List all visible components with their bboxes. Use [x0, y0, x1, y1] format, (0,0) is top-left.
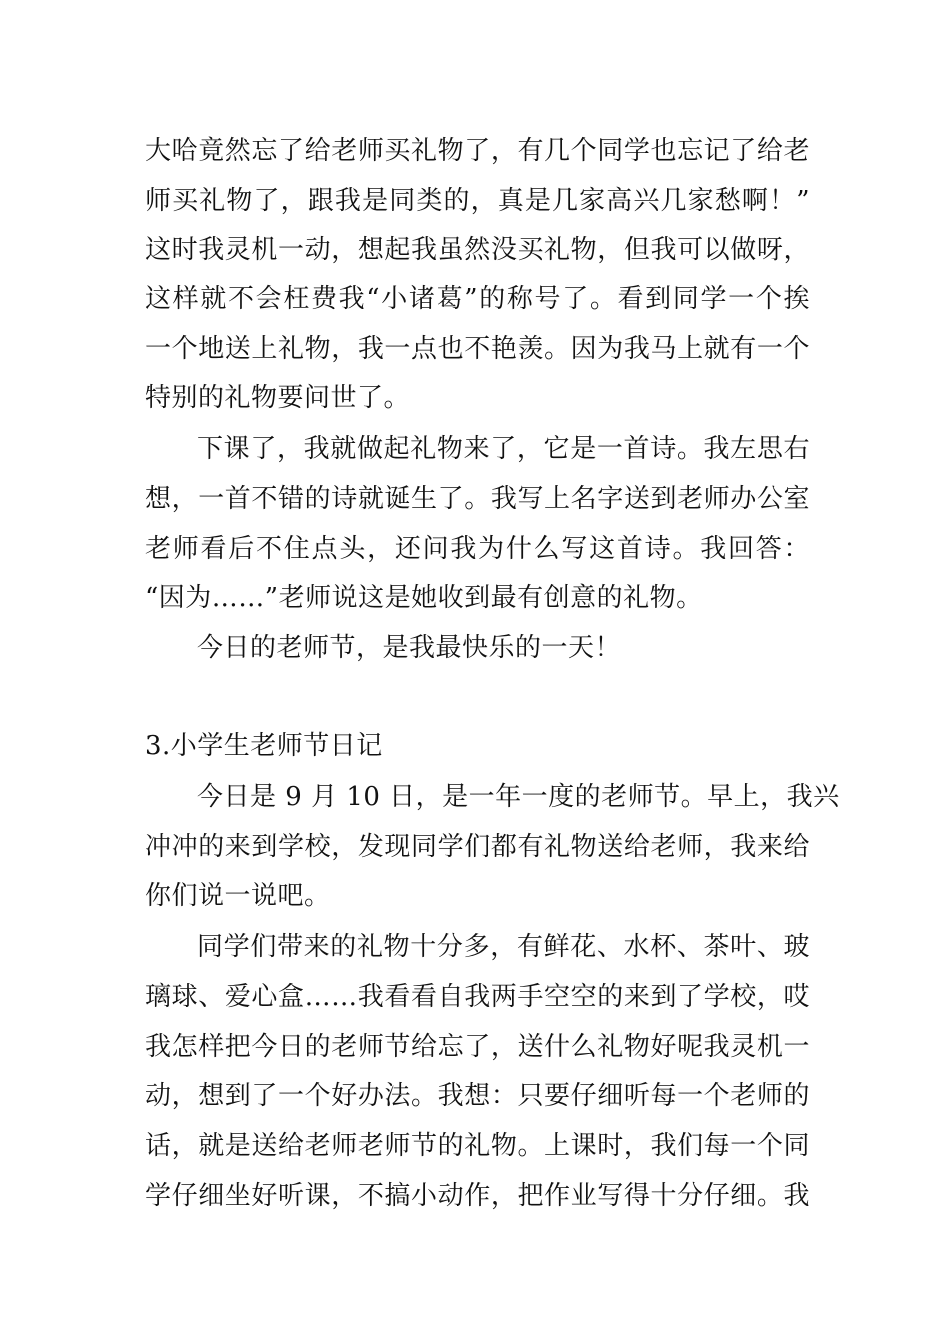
text-line: 学仔细坐好听课，不搞小动作，把作业写得十分仔细。我 [145, 1181, 810, 1211]
text-line: 我怎样把今日的老师节给忘了，送什么礼物好呢我灵机一 [145, 1032, 810, 1062]
paragraph-first-line: 今日的老师节，是我最快乐的一天！ [197, 633, 622, 663]
text-line: 这时我灵机一动，想起我虽然没买礼物，但我可以做呀， [145, 235, 810, 265]
text-line: 话，就是送给老师老师节的礼物。上课时，我们每一个同 [145, 1131, 810, 1161]
paragraph-first-line: 今日是 9 月 10 日，是一年一度的老师节。早上，我兴 [197, 782, 840, 812]
text-line: 特别的礼物要问世了。 [145, 383, 411, 413]
text-line: 这样就不会枉费我“小诸葛”的称号了。看到同学一个挨 [145, 284, 810, 314]
text-line: 冲冲的来到学校，发现同学们都有礼物送给老师，我来给 [145, 832, 810, 862]
section-heading: 3.小学生老师节日记 [145, 731, 383, 761]
text-line: 大哈竟然忘了给老师买礼物了，有几个同学也忘记了给老 [145, 136, 810, 166]
text-line: 想，一首不错的诗就诞生了。我写上名字送到老师办公室 [145, 484, 810, 514]
text-line: “因为……”老师说这是她收到最有创意的礼物。 [145, 583, 703, 613]
text-line: 老师看后不住点头，还问我为什么写这首诗。我回答： [145, 534, 810, 564]
paragraph-first-line: 下课了，我就做起礼物来了，它是一首诗。我左思右 [197, 434, 810, 464]
text-line: 师买礼物了，跟我是同类的，真是几家高兴几家愁啊！” [145, 186, 810, 216]
text-line: 动，想到了一个好办法。我想：只要仔细听每一个老师的 [145, 1081, 810, 1111]
text-line: 你们说一说吧。 [145, 881, 331, 911]
text-line: 璃球、爱心盒……我看看自我两手空空的来到了学校，哎 [145, 982, 810, 1012]
text-line: 一个地送上礼物，我一点也不艳羡。因为我马上就有一个 [145, 334, 810, 364]
paragraph-first-line: 同学们带来的礼物十分多，有鲜花、水杯、茶叶、玻 [197, 932, 810, 962]
